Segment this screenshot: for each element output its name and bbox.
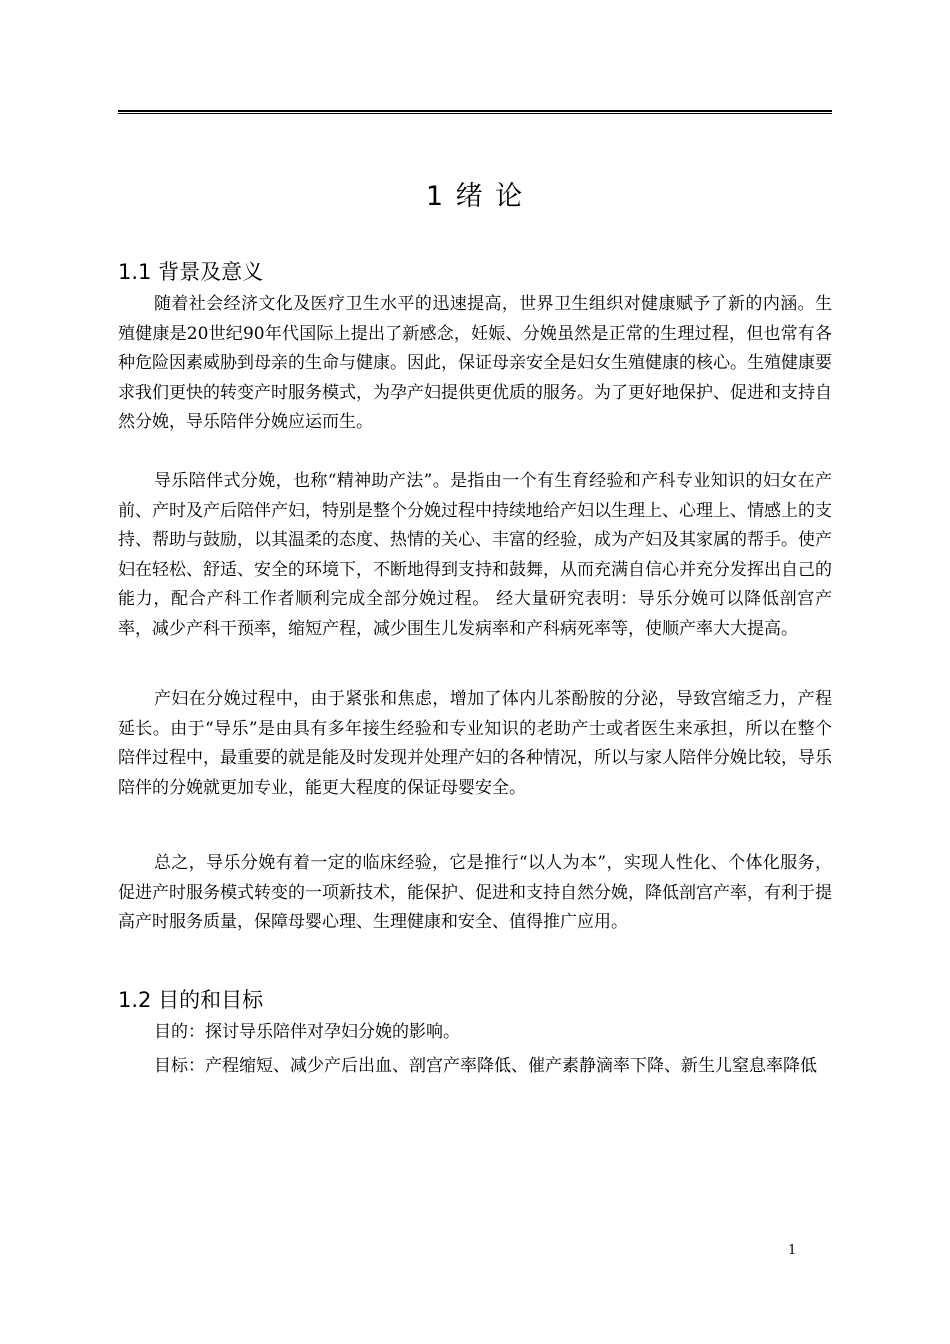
paragraph-background-1: 随着社会经济文化及医疗卫生水平的迅速提高，世界卫生组织对健康赋予了新的内涵。生殖健康是20世纪90年代国际上提出了新感念，妊娠、分娩虽然是正常的生理过程，但也常有各种危险因素威胁到母亲的生命与健康。因此，保证母亲安全是妇女生殖健康的核心。生殖健康要求我们更快的转变产时服务模式，为孕产妇提供更优质的服务。为了更好地保护、促进和支持自然分娩，导乐陪伴分娩应运而生。 (118, 294, 832, 432)
section-heading-1-1: 1.1 背景及意义 (118, 260, 264, 284)
paragraph-background-2: 导乐陪伴式分娩，也称“精神助产法”。是指由一个有生育经验和产科专业知识的妇女在产前、产时及产后陪伴产妇，特别是整个分娩过程中持续地给产妇以生理上、心理上、情感上的支持、帮助与鼓励，以其温柔的态度、热情的关心、丰富的经验，成为产妇及其家属的帮手。使产妇在轻松、舒适、安全的环境下，不断地得到支持和鼓舞，从而充满自信心并充分发挥出自己的能力，配合产科工作者顺利完成全部分娩过程。 经大量研究表明：导乐分娩可以降低剖宫产率，减少产科干预率，缩短产程，减少围生儿发病率和产科病死率等，使顺产率大大提高。 (118, 471, 832, 639)
chapter-title: 1 绪 论 (425, 181, 525, 212)
paragraph-goals: 目标：产程缩短、减少产后出血、剖宫产率降低、催产素静滴率下降、新生儿窒息率降低 (154, 1056, 817, 1076)
header-rule (118, 110, 832, 114)
paragraph-background-3: 产妇在分娩过程中，由于紧张和焦虑，增加了体内儿茶酚胺的分泌，导致宫缩乏力，产程延长。由于“导乐”是由具有多年接生经验和专业知识的老助产士或者医生来承担，所以在整个陪伴过程中，最重要的就是能及时发现并处理产妇的各种情况，所以与家人陪伴分娩比较，导乐陪伴的分娩就更加专业，能更大程度的保证母婴安全。 (118, 689, 832, 798)
paragraph-background-4: 总之，导乐分娩有着一定的临床经验，它是推行“以人为本”，实现人性化、个体化服务，促进产时服务模式转变的一项新技术，能保护、促进和支持自然分娩，降低剖宫产率，有利于提高产时服务质量，保障母婴心理、生理健康和安全、值得推广应用。 (118, 853, 832, 932)
page-number: 1 (788, 1243, 797, 1258)
section-heading-1-2: 1.2 目的和目标 (118, 988, 264, 1012)
paragraph-purpose: 目的：探讨导乐陪伴对孕妇分娩的影响。 (154, 1022, 460, 1042)
